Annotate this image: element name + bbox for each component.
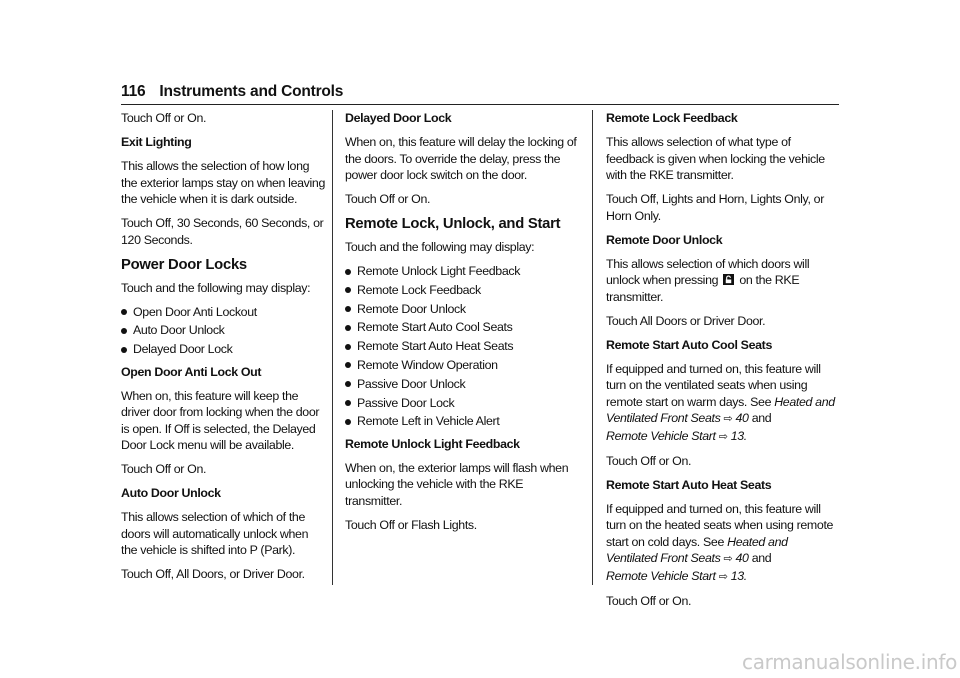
section-title: Instruments and Controls [159, 83, 344, 100]
bullet-icon [345, 306, 351, 312]
power-door-locks-list [121, 304, 326, 358]
delayed-lock-touch: Touch Off or On. [345, 192, 431, 206]
heat-seats-touch: Touch Off or On. [606, 593, 692, 608]
list-item: Remote Left in Vehicle Alert [345, 413, 580, 430]
page-reference-arrow-icon: ⇨ [723, 413, 733, 425]
list-item: Passive Door Lock [345, 395, 580, 412]
open-door-touch: Touch Off or On. [121, 462, 207, 477]
bullet-icon [121, 328, 127, 334]
bullet-icon [345, 362, 351, 368]
page-header [121, 82, 839, 105]
delayed-lock-heading: Delayed Door Lock [345, 111, 452, 125]
list-item: Open Door Anti Lockout [121, 304, 326, 321]
page-reference-arrow-icon: ⇨ [718, 570, 728, 583]
remote-intro: Touch and the following may display: [345, 240, 535, 254]
delayed-lock-desc: When on, this feature will delay the locking of the doors. To override the delay, press the power door lock switch on the door. [345, 135, 577, 182]
auto-unlock-heading: Auto Door Unlock [121, 486, 221, 501]
column-divider [592, 110, 593, 585]
list-item: Passive Door Unlock [345, 376, 580, 393]
page-number: 116 [121, 83, 146, 100]
door-unlock-heading: Remote Door Unlock [606, 232, 723, 247]
heat-seats-heading: Remote Start Auto Heat Seats [606, 477, 772, 492]
bullet-icon [345, 419, 351, 425]
list-item: Auto Door Unlock [121, 322, 326, 339]
column-divider [332, 110, 333, 585]
bullet-icon [345, 381, 351, 387]
exit-lighting-heading: Exit Lighting [121, 135, 192, 149]
heated-ventilated-seats-link[interactable]: Heated and Ventilated Front Seats [606, 394, 835, 425]
watermark: carmanualsonline.info [742, 650, 958, 674]
open-door-desc: When on, this feature will keep the driver door from locking when the door is open. If Off is selected, the Delayed Door Lock menu will be available. [121, 388, 320, 453]
bullet-icon [345, 269, 351, 275]
remote-list [345, 263, 580, 430]
heated-ventilated-seats-link[interactable]: Heated and Ventilated Front Seats [606, 534, 788, 565]
column-3 [606, 110, 841, 617]
door-unlock-touch: Touch All Doors or Driver Door. [606, 313, 766, 328]
remote-lock-heading: Remote Lock, Unlock, and Start [345, 216, 561, 232]
unlock-feedback-heading: Remote Unlock Light Feedback [345, 436, 520, 451]
unlock-key-icon [723, 274, 734, 285]
bullet-icon [121, 309, 127, 315]
unlock-feedback-touch: Touch Off or Flash Lights. [345, 517, 477, 532]
list-item: Remote Start Auto Heat Seats [345, 338, 580, 355]
open-door-heading: Open Door Anti Lock Out [121, 364, 262, 379]
bullet-icon [345, 325, 351, 331]
exit-lighting-desc: This allows the selection of how long the exterior lamps stay on when leaving the vehicle when it is dark outside. [121, 159, 325, 206]
power-door-locks-intro: Touch and the following may display: [121, 280, 311, 295]
bullet-icon [345, 344, 351, 350]
list-item: Delayed Door Lock [121, 341, 326, 358]
remote-vehicle-start-link[interactable]: Remote Vehicle Start [606, 428, 716, 443]
page-reference-arrow-icon: ⇨ [723, 553, 733, 565]
lock-feedback-touch: Touch Off, Lights and Horn, Lights Only, or Horn Only. [606, 192, 824, 223]
column-2 [345, 110, 580, 541]
door-unlock-desc: This allows selection of which doors will unlock when pressing on the RKE transmitter. [606, 256, 810, 304]
heat-seats-desc: If equipped and turned on, this feature will turn on the heated seats when using remote start on cold days. See Heated and Ventilated Front Seats ⇨ 40 and Remote Vehicle Start ⇨ 13. [606, 501, 834, 583]
exit-touch-text: Touch Off or On. [121, 111, 207, 125]
unlock-feedback-desc: When on, the exterior lamps will flash when unlocking the vehicle with the RKE transmitter. [345, 460, 569, 508]
bullet-icon [121, 347, 127, 353]
auto-unlock-desc: This allows selection of which of the doors will automatically unlock when the vehicle is shifted into P (Park). [121, 510, 309, 558]
exit-lighting-touch: Touch Off, 30 Seconds, 60 Seconds, or 120 Seconds. [121, 216, 324, 247]
lock-feedback-heading: Remote Lock Feedback [606, 111, 738, 125]
auto-unlock-touch: Touch Off, All Doors, or Driver Door. [121, 567, 305, 582]
list-item: Remote Door Unlock [345, 301, 580, 318]
remote-vehicle-start-link[interactable]: Remote Vehicle Start [606, 568, 716, 583]
list-item: Remote Window Operation [345, 357, 580, 374]
column-1 [121, 110, 326, 590]
list-item: Remote Unlock Light Feedback [345, 263, 580, 280]
cool-seats-touch: Touch Off or On. [606, 453, 692, 468]
bullet-icon [345, 287, 351, 293]
cool-seats-heading: Remote Start Auto Cool Seats [606, 337, 772, 352]
cool-seats-desc: If equipped and turned on, this feature will turn on the ventilated seats when using remote start on warm days. See Heated and Ventilated Front Seats ⇨ 40 and Remote Vehicle Start ⇨ 13. [606, 361, 835, 443]
list-item: Remote Lock Feedback [345, 282, 580, 299]
list-item: Remote Start Auto Cool Seats [345, 319, 580, 336]
lock-feedback-desc: This allows selection of what type of feedback is given when locking the vehicle with the RKE transmitter. [606, 135, 825, 182]
page-reference-arrow-icon: ⇨ [718, 430, 728, 443]
bullet-icon [345, 400, 351, 406]
power-door-locks-heading: Power Door Locks [121, 256, 247, 273]
